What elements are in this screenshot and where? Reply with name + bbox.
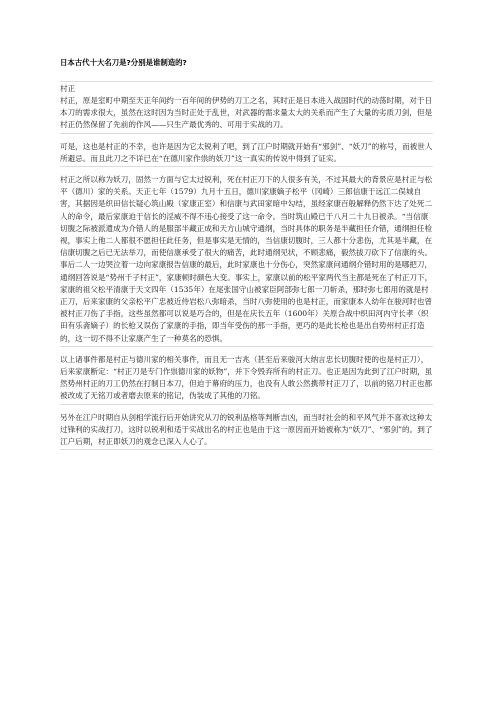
paragraph-gap xyxy=(60,134,433,141)
paragraph-gap xyxy=(60,405,433,412)
paragraph-gap xyxy=(60,347,433,354)
paragraph-2: 可是，这也是村正的不幸，也许是因为它太锐利了吧，到了江户时期就开始有“邪剑”、“妖刀”的称号，而被世人所避忌。而且此刀之不详已在“在德川家作祟的妖刀”这一真实的传说中得到了证实。 xyxy=(60,141,433,167)
document-title: 日本古代十大名刀是?分别是谁制造的? xyxy=(60,58,187,67)
paragraph-5: 另外在江户时期自从剑相学流行后开始讲究从刀的锐利品格等判断吉凶，而当时社会的和平风气并不喜欢这种太过锋利的实战打刀，这时以锐利和适于实战出名的村正也是由于这一原因而开始被称为“妖刀”、“邪剑”的。到了江户后期，村正即妖刀的观念已深入人心了。 xyxy=(60,412,433,451)
paragraph-1: 村正，原是室町中期至天正年间约一百年间的伊势的刀工之名，其时正是日本进入战国时代的动荡时期，对于日本刀的需求很大，虽然在这时因为当时正处于乱世，对武器的需求量太大的关系而产生了大量的劣质刀剑，但是村正仍然保留了先前的作风——只生产最优秀的、可用于实战的刀。 xyxy=(60,95,433,134)
document-page xyxy=(60,58,433,450)
section-heading: 村正 xyxy=(60,81,433,95)
paragraph-3: 村正之所以称为妖刀，固然一方面与它太过锐利，死在村正刀下的人很多有关，不过其最大的背景应是村正与松平（德川）家的关系。天正七年（1579）九月十五日，德川家康嫡子松平（冈崎）三郎信康于远江二俣城自害，其据因是织田信长疑心筑山殿（家康正室）和信康与武田家暗中勾结，虽经家康百般解释仍然下达了处死二人的命令，最后家康迫于信长的淫威不得不违心接受了这一命令。当时筑山殿已于八月二十九日被杀。“当信康切腹之际被派遣成为介错人的是服部半藏正成和天方山城守通纲，当时具体的职务是半藏担任介错，通纲担任检视，事实上他二人都很不愿担任此任务，但是事实是无情的，当信康切腹时，三人都十分悲伤，尤其是半藏，在信康切腹之后已无法举刀，而使信康承受了很大的痛苦，此时通纲见状，不顾悲痛，毅然拔刀砍下了信康的头。事后二人一边哭泣着一边向家康报告信康的最后，此时家康也十分伤心，突然家康问通纲介错时用的是哪把刀，通纲回答说是“势州千子村正”，家康顿时颜色大变。事实上，家康以前的松平家两代当主都是死在了村正刀下，家康的祖父松平清康于天文四年（1535年）在尾张国守山被家臣阿部弥七郎一刀斩杀，那时弥七郎用的就是村正刀，后来家康的父亲松平广忠被近侍岩松八弥暗杀，当时八弥使用的也是村正，而家康本人幼年在骏河时也曾被村正刀伤了手指，这些虽然都可以说是巧合的，但是在庆长五年（1600年）关原合战中织田河内守长孝（织田有乐斋嫡子）的长枪又误伤了家康的手指，即当年受伤的那一手指，更巧的是此长枪也是出自势州村正打造的，这一切不得不让家康产生了一种莫名的恐惧。 xyxy=(60,174,433,347)
paragraph-gap xyxy=(60,167,433,174)
paragraph-4: 以上诸事件都是村正与德川家的相关事件，而且无一吉兆（甚至后来骏河大纳言忠长切腹时使的也是村正刀），后来家康断定：“村正刀是专门作祟德川家的妖物”，并下令毁弃所有的村正刀。也正是因为此到了江户时期，虽然势州村正的刀工仍然在打制日本刀，但迫于幕府的压力，也没有人敢公然携带村正刀了，以前的铭刀村正也都被改成了无铭刀或者磨去原来的铭记，伪装成了其他的刀铭。 xyxy=(60,354,433,405)
